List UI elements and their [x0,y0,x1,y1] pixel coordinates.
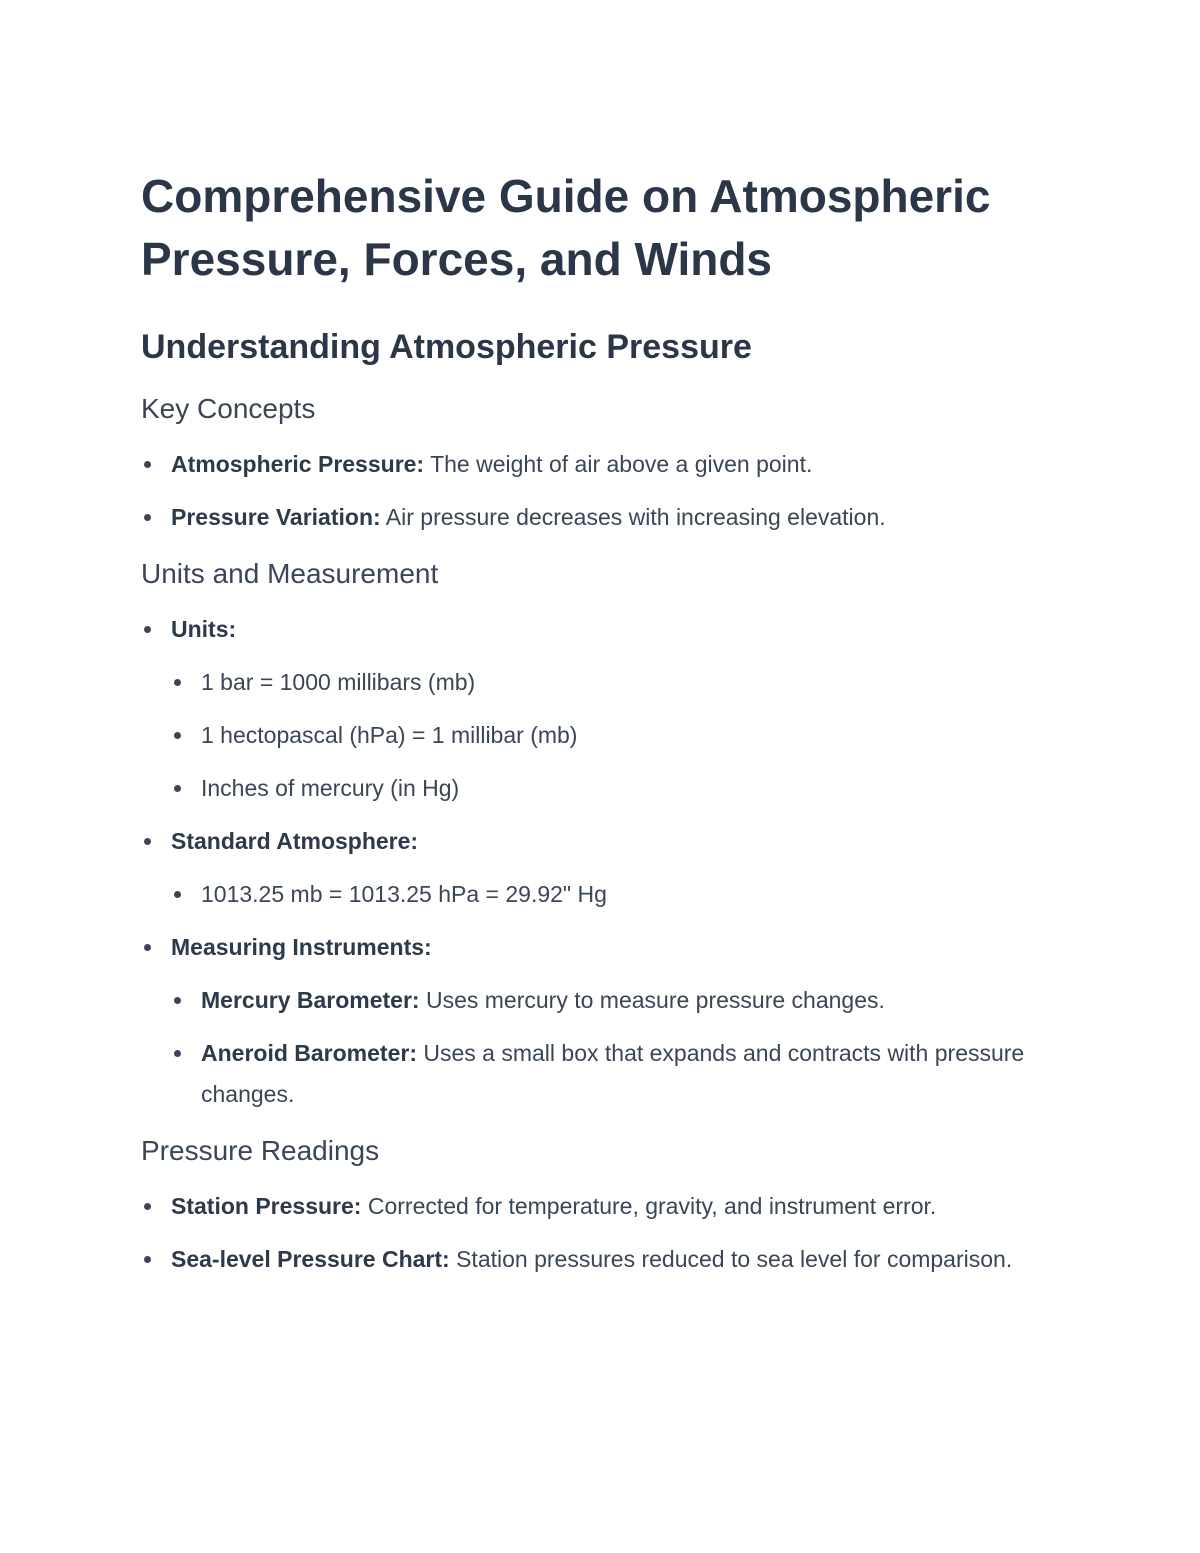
bullet-icon [174,891,181,898]
standard-text: 1013.25 mb = 1013.25 hPa = 29.92" Hg [201,881,607,907]
term-label: Pressure Variation: [171,504,381,530]
list-item [141,444,1041,485]
bullet-icon [144,461,151,468]
bullet-icon [144,838,151,845]
unit-text: 1 hectopascal (hPa) = 1 millibar (mb) [201,722,578,748]
unit-text: 1 bar = 1000 millibars (mb) [201,669,476,695]
term-label: Station Pressure: [171,1193,362,1219]
list-item [141,821,1041,915]
term-description: Station pressures reduced to sea level for comparison. [449,1246,1013,1272]
list-item [171,874,1041,915]
list-item [141,1239,1041,1280]
bullet-icon [144,1256,151,1263]
term-label: Measuring Instruments: [171,934,432,960]
term-description: Uses mercury to measure pressure changes. [419,987,885,1013]
list-item [171,980,1041,1021]
list-item [171,768,1041,809]
key-concepts-list [141,444,1041,538]
units-measurement-heading: Units and Measurement [141,558,439,589]
bullet-icon [144,944,151,951]
list-item [171,1033,1041,1115]
bullet-icon [144,1203,151,1210]
bullet-icon [174,785,181,792]
standard-sublist [171,874,1041,915]
term-description: The weight of air above a given point. [424,451,813,477]
term-label: Sea-level Pressure Chart: [171,1246,450,1272]
term-label: Aneroid Barometer: [201,1040,417,1066]
term-description: Corrected for temperature, gravity, and instrument error. [361,1193,937,1219]
section-heading: Understanding Atmospheric Pressure [141,328,752,366]
pressure-readings-list [141,1186,1041,1280]
bullet-icon [174,732,181,739]
term-label: Atmospheric Pressure: [171,451,425,477]
bullet-icon [144,626,151,633]
list-item [171,662,1041,703]
term-label: Mercury Barometer: [201,987,420,1013]
term-label: Units: [171,616,237,642]
list-item [171,715,1041,756]
term-label: Standard Atmosphere: [171,828,419,854]
instruments-sublist [171,980,1041,1115]
bullet-icon [174,1050,181,1057]
units-measurement-list [141,609,1041,1115]
term-description: Air pressure decreases with increasing elevation. [380,504,886,530]
term-description: Uses a small box that expands and contracts with pressure changes. [201,1040,1025,1107]
bullet-icon [174,997,181,1004]
bullet-icon [174,679,181,686]
document-page [141,165,1041,1280]
list-item [141,1186,1041,1227]
bullet-icon [144,514,151,521]
unit-text: Inches of mercury (in Hg) [201,775,460,801]
document-title: Comprehensive Guide on Atmospheric Pressure, Forces, and Winds [141,170,991,285]
list-item [141,609,1041,809]
pressure-readings-heading: Pressure Readings [141,1135,380,1166]
key-concepts-heading: Key Concepts [141,393,316,424]
units-sublist [171,662,1041,809]
list-item [141,497,1041,538]
list-item [141,927,1041,1115]
